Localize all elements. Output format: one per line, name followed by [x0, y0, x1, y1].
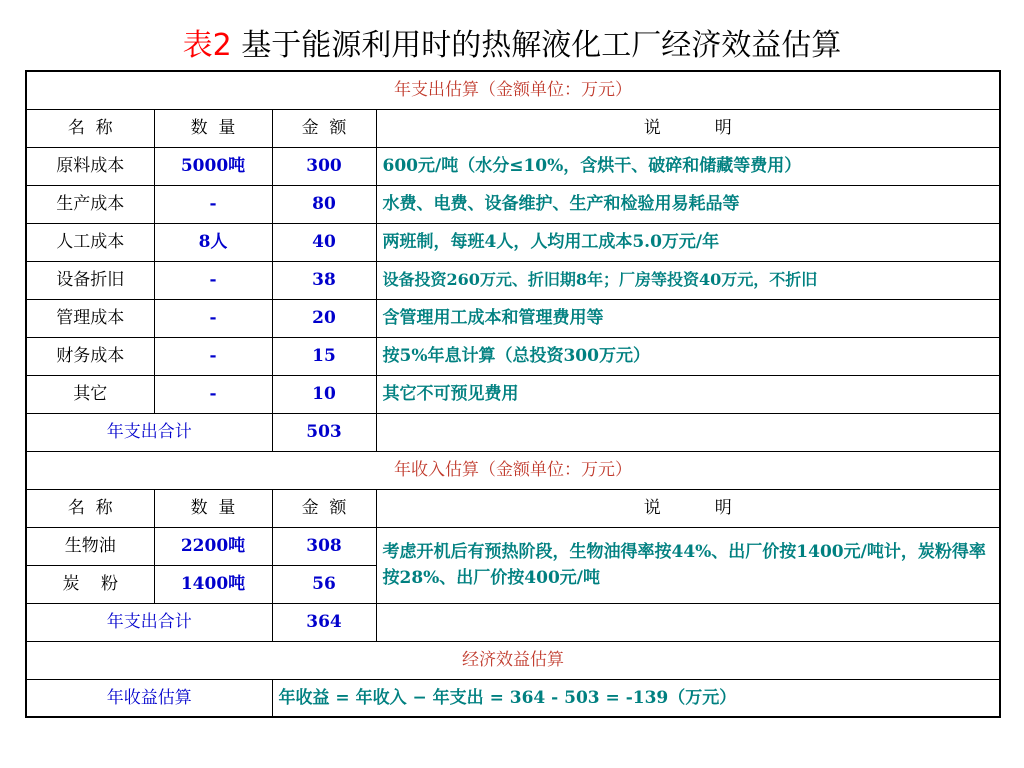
table-row	[26, 337, 1000, 375]
section-title-expenditure: 年支出估算（金额单位：万元）	[26, 71, 1000, 109]
section-title-income: 年收入估算（金额单位：万元）	[26, 451, 1000, 489]
table-row	[26, 223, 1000, 261]
total-row-income	[26, 603, 1000, 641]
row-amount: 308	[272, 527, 376, 565]
row-amount: 300	[272, 147, 376, 185]
row-desc: 水费、电费、设备维护、生产和检验用易耗品等	[376, 185, 1000, 223]
row-qty: 2200吨	[154, 527, 272, 565]
header-amount: 金 额	[272, 489, 376, 527]
expenditure-total-label: 年支出合计	[26, 413, 272, 451]
header-name: 名 称	[26, 489, 154, 527]
benefit-label: 年收益估算	[26, 679, 272, 717]
row-qty: -	[154, 185, 272, 223]
header-row	[26, 489, 1000, 527]
benefit-row	[26, 679, 1000, 717]
row-name: 人工成本	[26, 223, 154, 261]
expenditure-total-value: 503	[272, 413, 376, 451]
row-desc: 按5%年息计算（总投资300万元）	[376, 337, 1000, 375]
table-row	[26, 261, 1000, 299]
section-row-income	[26, 451, 1000, 489]
header-qty: 数 量	[154, 109, 272, 147]
title-text: 基于能源利用时的热解液化工厂经济效益估算	[231, 28, 842, 63]
header-name: 名 称	[26, 109, 154, 147]
row-desc: 600元/吨（水分≤10%，含烘干、破碎和储藏等费用）	[376, 147, 1000, 185]
empty-cell	[376, 413, 1000, 451]
row-amount: 38	[272, 261, 376, 299]
table-row	[26, 185, 1000, 223]
row-name: 生物油	[26, 527, 154, 565]
row-name: 原料成本	[26, 147, 154, 185]
table-row	[26, 527, 1000, 565]
header-desc: 说 明	[376, 489, 1000, 527]
income-total-label: 年支出合计	[26, 603, 272, 641]
header-amount: 金 额	[272, 109, 376, 147]
row-qty: 1400吨	[154, 565, 272, 603]
table-row	[26, 375, 1000, 413]
row-name: 财务成本	[26, 337, 154, 375]
table-row	[26, 299, 1000, 337]
section-title-benefit: 经济效益估算	[26, 641, 1000, 679]
empty-cell	[376, 603, 1000, 641]
row-desc: 其它不可预见费用	[376, 375, 1000, 413]
row-name: 炭 粉	[26, 565, 154, 603]
row-desc: 含管理用工成本和管理费用等	[376, 299, 1000, 337]
income-note: 考虑开机后有预热阶段，生物油得率按44%、出厂价按1400元/吨计，炭粉得率按28%、出厂价按400元/吨	[376, 527, 1000, 603]
income-total-value: 364	[272, 603, 376, 641]
row-desc: 两班制，每班4人，人均用工成本5.0万元/年	[376, 223, 1000, 261]
row-desc: 设备投资260万元、折旧期8年；厂房等投资40万元，不折旧	[376, 261, 1000, 299]
row-amount: 80	[272, 185, 376, 223]
benefit-formula: 年收益 = 年收入 − 年支出 = 364 - 503 = -139（万元）	[272, 679, 1000, 717]
page-title	[0, 26, 1024, 66]
row-amount: 15	[272, 337, 376, 375]
header-desc: 说 明	[376, 109, 1000, 147]
row-amount: 56	[272, 565, 376, 603]
header-qty: 数 量	[154, 489, 272, 527]
total-row-expenditure	[26, 413, 1000, 451]
row-qty: 5000吨	[154, 147, 272, 185]
row-qty: -	[154, 337, 272, 375]
section-row-expenditure	[26, 71, 1000, 109]
row-qty: 8人	[154, 223, 272, 261]
header-row	[26, 109, 1000, 147]
row-name: 其它	[26, 375, 154, 413]
row-name: 设备折旧	[26, 261, 154, 299]
table-row	[26, 147, 1000, 185]
row-name: 生产成本	[26, 185, 154, 223]
row-amount: 10	[272, 375, 376, 413]
row-amount: 40	[272, 223, 376, 261]
row-name: 管理成本	[26, 299, 154, 337]
row-qty: -	[154, 299, 272, 337]
economic-estimate-table	[25, 70, 1001, 718]
row-qty: -	[154, 261, 272, 299]
row-amount: 20	[272, 299, 376, 337]
section-row-benefit	[26, 641, 1000, 679]
table-number: 表2	[182, 28, 232, 63]
row-qty: -	[154, 375, 272, 413]
